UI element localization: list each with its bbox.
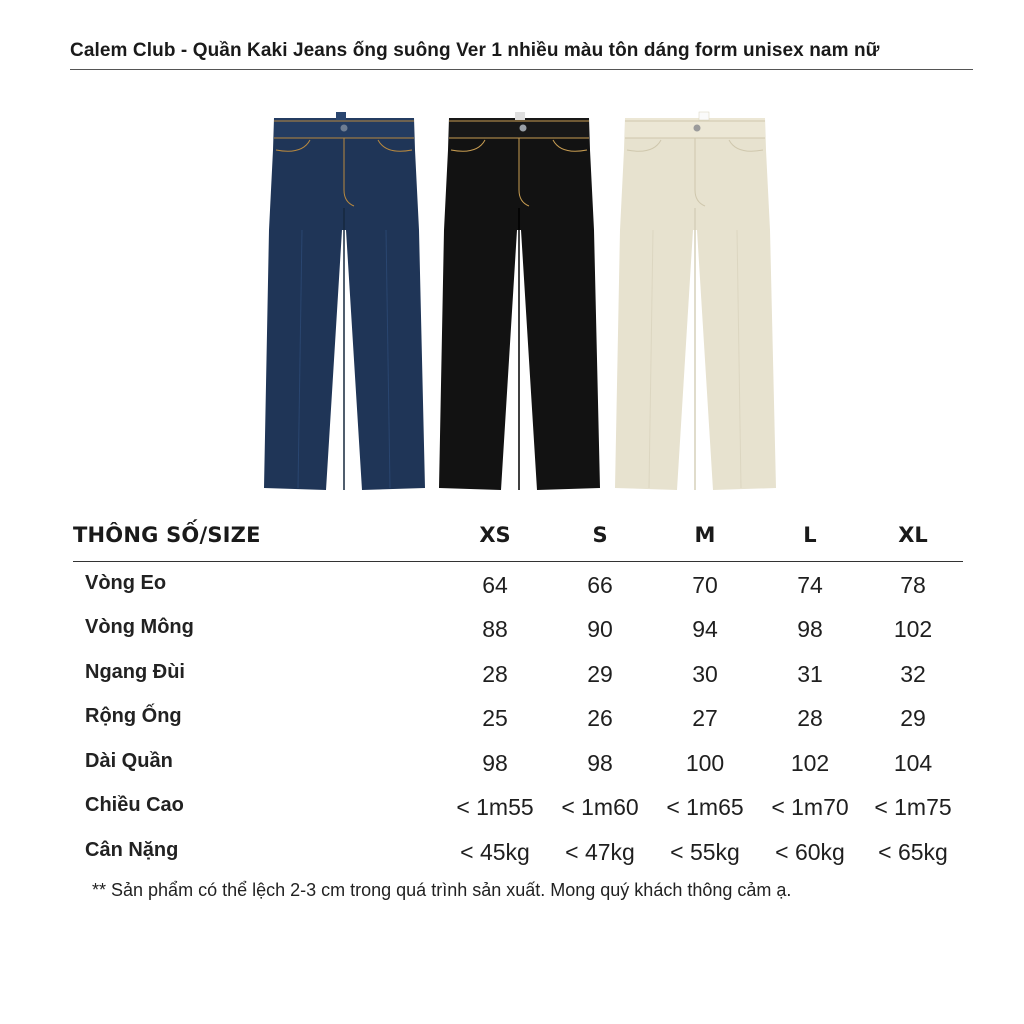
table-cell: < 1m70 [771,794,849,820]
table-cell: 70 [692,572,718,598]
product-title: Calem Club - Quần Kaki Jeans ống suông Ver 1 nhiều màu tôn dáng form unisex nam nữ [70,40,880,61]
title-divider [70,69,973,70]
row-label: Rộng Ống [85,705,182,727]
table-cell: 66 [587,572,613,598]
row-label: Dài Quần [85,750,173,772]
table-cell: 94 [692,616,718,642]
size-header-m: M [694,523,716,547]
table-cell: 100 [685,750,725,776]
table-cell: 27 [692,705,718,731]
black-jeans-image [437,110,601,495]
size-header-l: L [803,523,817,547]
beige-kaki-image [613,110,777,495]
size-table-divider [73,561,963,562]
table-cell: < 1m65 [666,794,744,820]
table-cell: 25 [482,705,508,731]
table-cell: 32 [900,661,926,687]
table-cell: < 55kg [670,839,740,865]
table-cell: 30 [692,661,718,687]
row-label: Cân Nặng [85,839,179,861]
table-cell: 104 [893,750,933,776]
product-images [0,110,1024,495]
table-cell: 29 [587,661,613,687]
table-cell: < 1m75 [874,794,952,820]
table-cell: 88 [482,616,508,642]
table-row [0,839,1024,879]
table-cell: 28 [482,661,508,687]
table-row [0,794,1024,834]
table-cell: < 65kg [878,839,948,865]
table-cell: 98 [482,750,508,776]
table-cell: 64 [482,572,508,598]
table-cell: < 47kg [565,839,635,865]
size-table-header [0,520,1024,554]
table-cell: 90 [587,616,613,642]
table-cell: 102 [893,616,933,642]
table-cell: < 1m60 [561,794,639,820]
table-cell: 31 [797,661,823,687]
table-cell: 26 [587,705,613,731]
table-cell: 98 [797,616,823,642]
table-row [0,572,1024,612]
footnote: ** Sản phẩm có thể lệch 2-3 cm trong quá trình sản xuất. Mong quý khách thông cảm ạ. [92,880,792,900]
table-cell: 74 [797,572,823,598]
table-cell: < 60kg [775,839,845,865]
table-cell: 78 [900,572,926,598]
navy-jeans-image [262,110,426,495]
table-cell: 98 [587,750,613,776]
size-table-title: THÔNG SỐ/SIZE [73,523,261,547]
table-row [0,750,1024,790]
row-label: Chiều Cao [85,794,184,816]
size-header-s: S [592,523,608,547]
row-label: Vòng Eo [85,572,167,594]
size-header-xs: XS [479,523,511,547]
size-header-xl: XL [898,523,928,547]
table-cell: < 45kg [460,839,530,865]
table-cell: 28 [797,705,823,731]
row-label: Ngang Đùi [85,661,185,683]
table-row [0,616,1024,656]
table-cell: 102 [790,750,830,776]
table-row [0,705,1024,745]
table-cell: < 1m55 [456,794,534,820]
table-row [0,661,1024,701]
row-label: Vòng Mông [85,616,194,638]
table-cell: 29 [900,705,926,731]
